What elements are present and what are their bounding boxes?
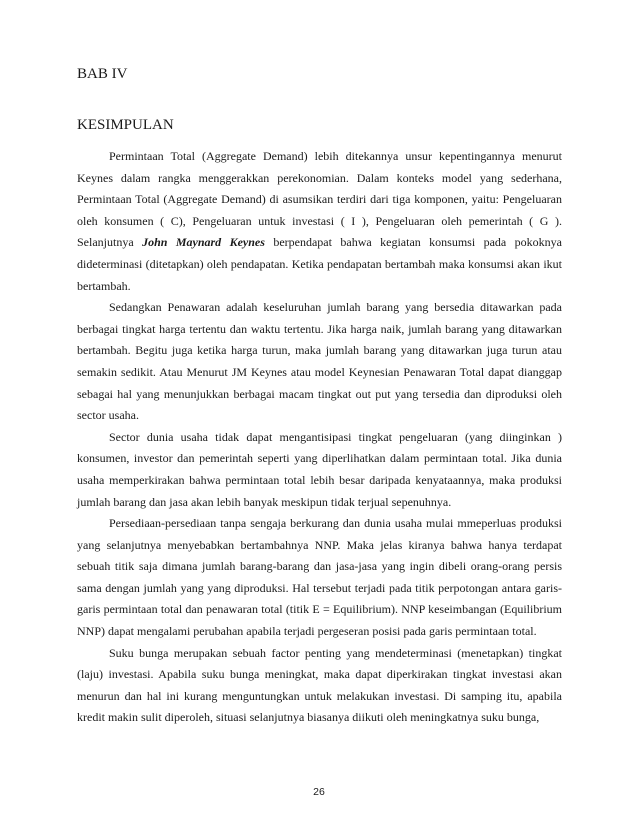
page-number: 26 bbox=[313, 786, 325, 798]
paragraph-1 bbox=[77, 146, 562, 297]
paragraph-5: Suku bunga merupakan sebuah factor penting yang mendeterminasi (menetapkan) tingkat (laju) investasi. Apabila suku bunga meningkat, maka dapat diperkirakan tingkat investasi akan menurun dan hal ini kurang menguntungkan untuk melakukan investasi. Di samping itu, apabila kredit makin sulit diperoleh, situasi selanjutnya biasanya diikuti oleh meningkatnya suku bunga, bbox=[77, 645, 562, 725]
chapter-title: KESIMPULAN bbox=[77, 117, 174, 133]
body-text bbox=[77, 146, 562, 729]
paragraph-1-text-after: berpendapat bahwa kegiatan konsumsi pada pokoknya dideterminasi (ditetapkan) oleh pendapatan. Ketika pendapatan bertambah maka konsumsi akan ikut bertambah. bbox=[77, 235, 562, 293]
paragraph-3: Sector dunia usaha tidak dapat mengantisipasi tingkat pengeluaran (yang diinginkan ) konsumen, investor dan pemerintah seperti yang diperlihatkan dalam permintaan total. Jika dunia usaha memperkirakan bahwa permintaan total lebih besar daripada kenyataannya, maka produksi jumlah barang dan jasa akan lebih banyak meskipun tidak terjual sepenuhnya. bbox=[77, 429, 562, 509]
paragraph-4: Persediaan-persediaan tanpa sengaja berkurang dan dunia usaha mulai mmeperluas produksi yang selanjutnya menyebabkan bertambahnya NNP. Maka jelas kiranya bahwa hanya terdapat sebuah titik saja dimana jumlah barang-barang dan jasa-jasa yang ingin dibeli orang-orang persis sama dengan jumlah yang yang diproduksi. Hal tersebut terjadi pada titik perpotongan antara garis-garis permintaan total dan penawaran total (titik E = Equilibrium). NNP keseimbangan (Equilibrium NNP) dapat mengalami perubahan apabila terjadi pergeseran posisi pada garis permintaan total. bbox=[77, 516, 562, 639]
paragraph-1-text-before: Permintaan Total (Aggregate Demand) lebih ditekannya unsur kepentingannya menurut Keynes dalam rangka menggerakkan perekonomian. Dalam konteks model yang sederhana, Permintaan Total (Aggregate Demand) di asumsikan terdiri dari tiga komponen, yaitu: Pengeluaran oleh konsumen ( C), Pengeluaran untuk investasi ( I ), Pengeluaran oleh pemerintah ( G ). Selanjutnya bbox=[77, 149, 562, 250]
paragraph-2: Sedangkan Penawaran adalah keseluruhan jumlah barang yang bersedia ditawarkan pada berbagai tingkat harga tertentu dan waktu tertentu. Jika harga naik, jumlah barang yang ditawarkan bertambah. Begitu juga ketika harga turun, maka jumlah barang yang ditawarkan juga turun atau semakin sedikit. Atau Menurut JM Keynes atau model Keynesian Penawaran Total dapat dianggap sebagai hal yang menunjukkan berbagai macam tingkat out put yang tersedia dan diproduksi oleh sector usaha. bbox=[77, 300, 562, 423]
paragraph-1-emphasis: John Maynard Keynes bbox=[142, 235, 265, 250]
chapter-heading: BAB IV bbox=[77, 66, 128, 82]
